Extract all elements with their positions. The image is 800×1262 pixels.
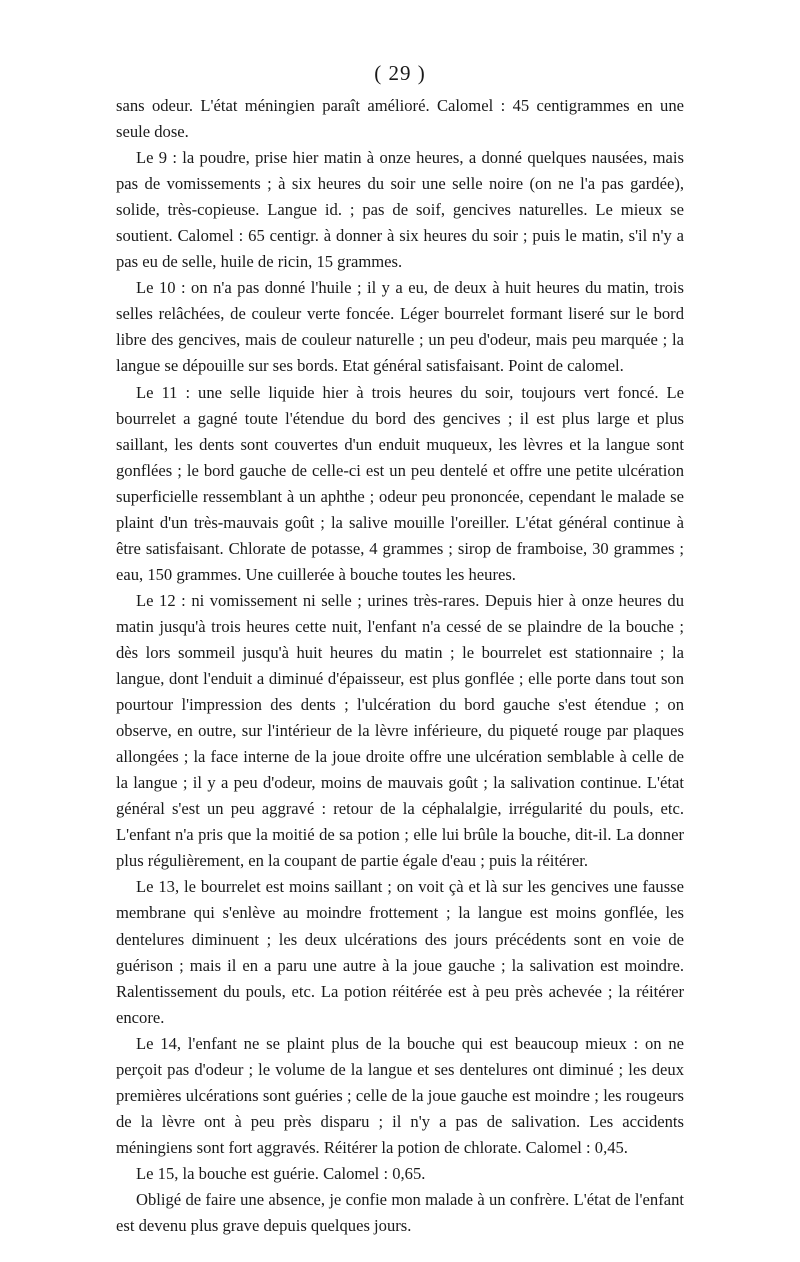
paragraph-conclusion: Obligé de faire une absence, je confie mon malade à un confrère. L'état de l'enfant est devenu plus grave depuis quelques jours. xyxy=(116,1189,684,1236)
paragraph-day-9: Le 9 : la poudre, prise hier matin à onze heures, a donné quelques nausées, mais pas de vomissements ; à six heures du soir une selle noire (on ne l'a pas gardée), solide, très-copieuse. Langue id. ; pas de soif, gencives naturelles. Le mieux se soutient. Calomel : 65 centigr. à donner à six heures du soir ; puis le matin, s'il n'y a pas eu de selle, huile de ricin, 15 grammes. xyxy=(116,148,684,272)
paragraph-day-13: Le 13, le bourrelet est moins saillant ; on voit çà et là sur les gencives une fausse membrane qui s'enlève au moindre frottement ; la langue est moins gonflée, les dentelures diminuent ; les deux ulcérations des jours précédents sont en voie de guérison ; mais il en a paru une autre à la joue gauche ; la salivation est moindre. Ralentissement du pouls, etc. La potion réitérée est à peu près achevée ; la réitérer encore. xyxy=(116,877,684,1027)
paragraph-day-12: Le 12 : ni vomissement ni selle ; urines très-rares. Depuis hier à onze heures du matin jusqu'à trois heures cette nuit, l'enfant n'a cessé de se plaindre de la bouche ; dès lors sommeil jusqu'à huit heures du matin ; le bourrelet est stationnaire ; la langue, dont l'enduit a diminué d'épaisseur, est plus gonflée ; elle porte dans tout son pourtour l'impression des dents ; l'ulcération du bord gauche s'est étendue ; on observe, en outre, sur l'intérieur de la lèvre inférieure, du piqueté rouge par plaques allongées ; la face interne de la joue droite offre une ulcération semblable à celle de la langue ; il y a peu d'odeur, moins de mauvais goût ; la salivation continue. L'état général s'est un peu aggravé : retour de la céphalalgie, irrégularité du pouls, etc. L'enfant n'a pris que la moitié de sa potion ; elle lui brûle la bouche, dit-il. La donner plus régulièrement, en la coupant de partie égale d'eau ; puis la réitérer. xyxy=(116,590,684,871)
page-number: ( 29 ) xyxy=(374,61,426,85)
paragraph-day-14: Le 14, l'enfant ne se plaint plus de la bouche qui est beaucoup mieux : on ne perçoit pas d'odeur ; le volume de la langue et ses dentelures ont diminué ; les deux premières ulcérations sont guéries ; celle de la joue gauche est moindre ; les rougeurs de la lèvre ont à peu près disparu ; il n'y a pas de salivation. Les accidents méningiens sont fort aggravés. Réitérer la potion de chlorate. Calomel : 0,45. xyxy=(116,1033,684,1157)
body-text xyxy=(116,93,684,1239)
paragraph-continuation: sans odeur. L'état méningien paraît amélioré. Calomel : 45 centigrammes en une seule dose. xyxy=(116,96,684,142)
paragraph-day-10: Le 10 : on n'a pas donné l'huile ; il y a eu, de deux à huit heures du matin, trois selles relâchées, de couleur verte foncée. Léger bourrelet formant liseré sur le bord libre des gencives, mais de couleur naturelle ; un peu d'odeur, mais peu marquée ; la langue se dépouille sur ses bords. Etat général satisfaisant. Point de calomel. xyxy=(116,278,684,376)
paragraph-day-11: Le 11 : une selle liquide hier à trois heures du soir, toujours vert foncé. Le bourrelet a gagné toute l'étendue du bord des gencives ; il est plus large et plus saillant, les dents sont couvertes d'un enduit muqueux, les lèvres et la langue sont gonflées ; le bord gauche de celle-ci est un peu dentelé et offre une petite ulcération superficielle ressemblant à un aphthe ; odeur peu prononcée, cependant le malade se plaint d'un très-mauvais goût ; la salive mouille l'oreiller. L'état général continue à être satisfaisant. Chlorate de potasse, 4 grammes ; sirop de framboise, 30 grammes ; eau, 150 grammes. Une cuillerée à bouche toutes les heures. xyxy=(116,382,684,584)
paragraph-day-15: Le 15, la bouche est guérie. Calomel : 0,65. xyxy=(136,1163,426,1183)
